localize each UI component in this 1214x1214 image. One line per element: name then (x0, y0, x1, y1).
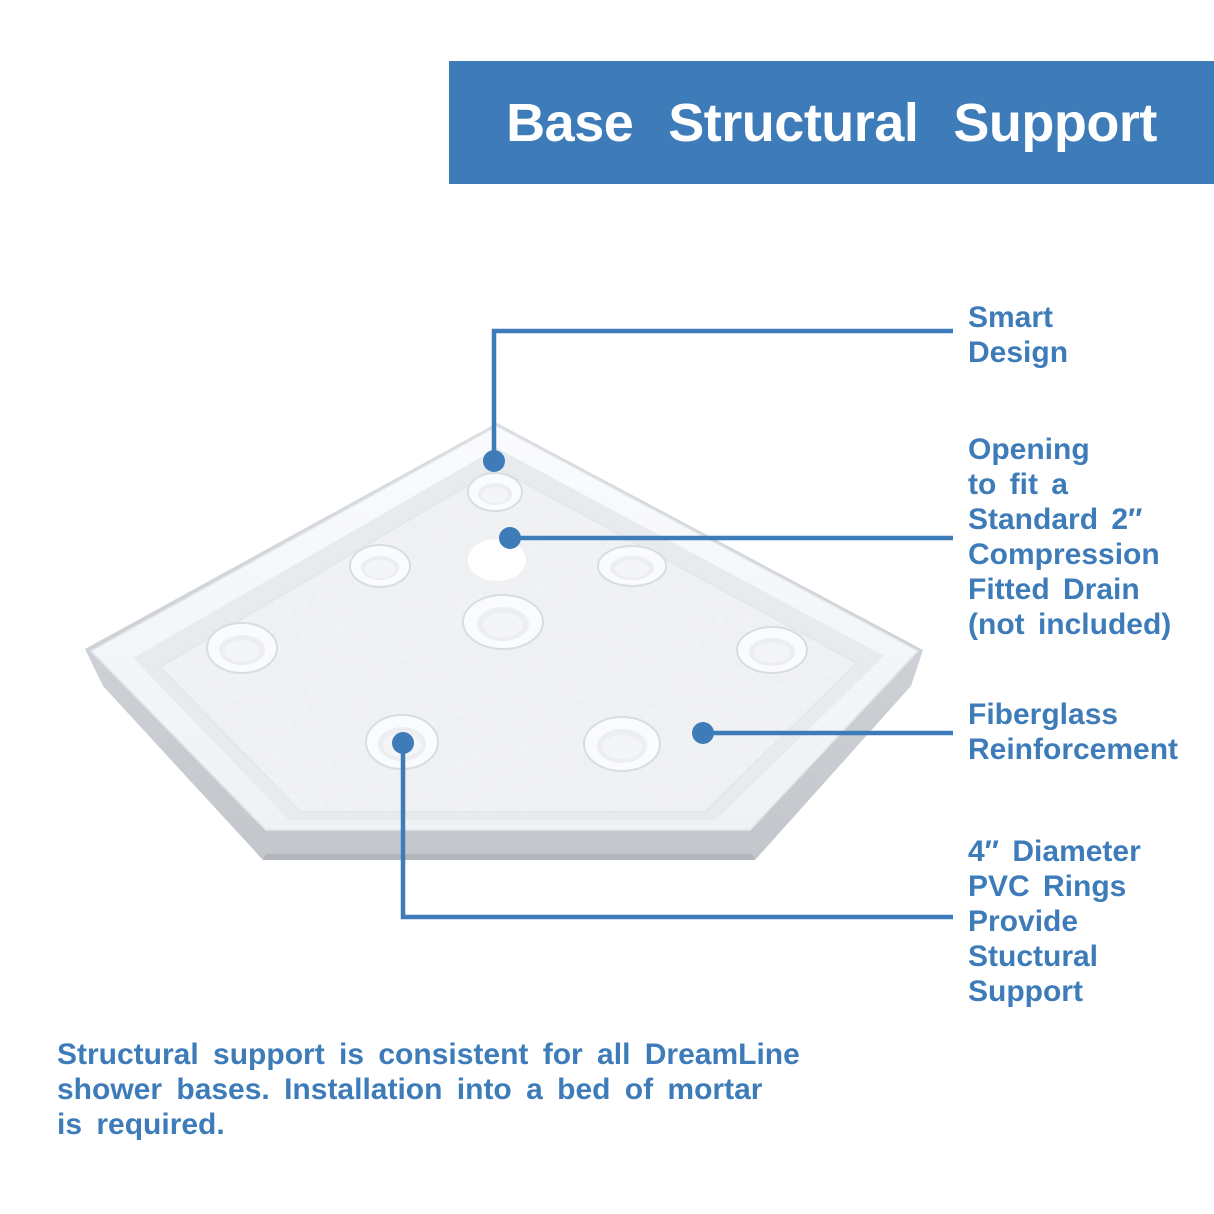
callout-drain-opening (968, 432, 1171, 642)
pvc-ring (737, 627, 807, 673)
callout-smart-design (968, 300, 1068, 370)
callout-line-text: (not included) (968, 608, 1172, 641)
callout-line-text: to fit a (968, 468, 1068, 501)
callout-line-text: Stuctural (968, 940, 1099, 973)
callout-line-text: Provide (968, 905, 1079, 938)
pvc-ring (468, 473, 522, 511)
pvc-ring (207, 623, 277, 673)
callout-line-text: Smart (968, 301, 1054, 334)
callout-dot-drain-opening (499, 527, 521, 549)
callout-dot-fiberglass (692, 722, 714, 744)
callout-line-text: Reinforcement (968, 733, 1179, 766)
pvc-ring (598, 546, 666, 586)
callout-line-smart-design (494, 331, 953, 461)
footer-line: Structural support is consistent for all DreamLine (57, 1038, 800, 1071)
base-bottom-edge (263, 854, 755, 860)
callout-dot-smart-design (483, 450, 505, 472)
footer-line: shower bases. Installation into a bed of mortar (57, 1073, 763, 1106)
callout-line-text: Standard 2″ (968, 503, 1143, 536)
callout-line-text: Opening (968, 433, 1090, 466)
callout-fiberglass (968, 697, 1178, 767)
footer-note (57, 1037, 800, 1142)
callout-line-text: PVC Rings (968, 870, 1127, 903)
callout-dot-pvc-rings (392, 732, 414, 754)
pvc-ring (584, 717, 660, 771)
pvc-ring (350, 545, 410, 587)
page-title: Base Structural Support (506, 92, 1157, 153)
callout-line-text: Fiberglass (968, 698, 1119, 731)
pvc-ring (463, 595, 543, 649)
callout-line-text: Design (968, 336, 1069, 369)
callout-line-text: Compression (968, 538, 1160, 571)
callout-line-text: 4″ Diameter (968, 835, 1141, 868)
callout-pvc-rings (968, 834, 1141, 1009)
callout-line-text: Support (968, 975, 1083, 1008)
footer-line: is required. (57, 1108, 225, 1141)
shower-base (85, 423, 923, 860)
callout-line-text: Fitted Drain (968, 573, 1140, 606)
